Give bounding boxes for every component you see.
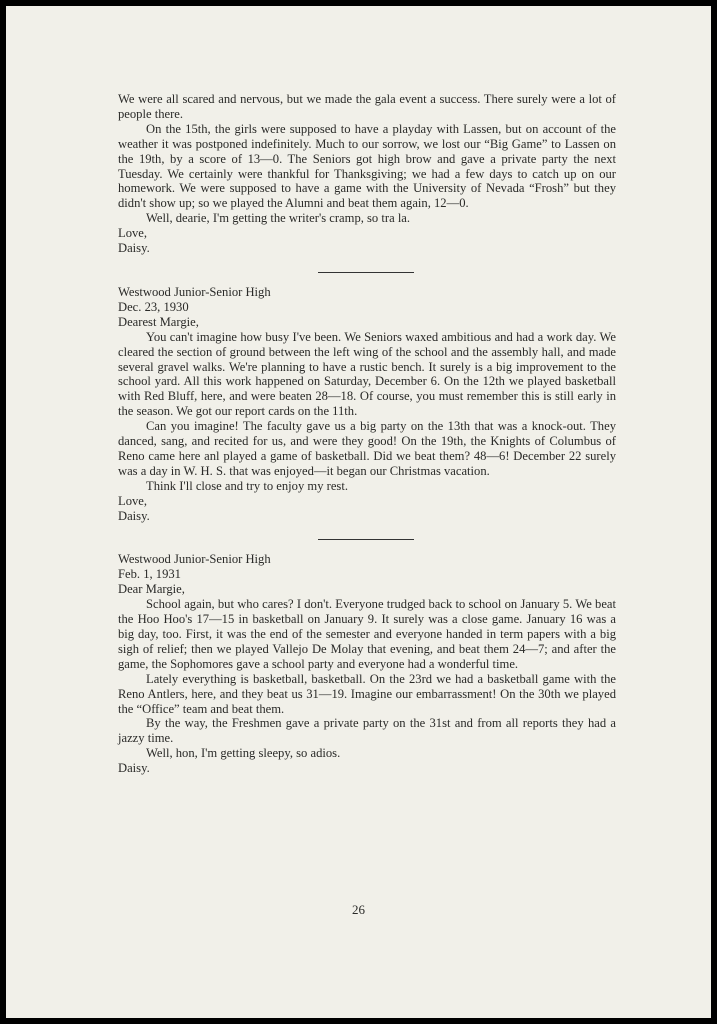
page-number: 26 [352,902,365,917]
letter-2-paragraph: Think I'll close and try to enjoy my rest. [146,478,348,493]
letter-1 [118,92,616,256]
letter-2-date: Dec. 23, 1930 [118,299,189,314]
letter-2-paragraph: Can you imagine! The faculty gave us a big party on the 13th that was a knock-out. They danced, sang, and recited for us, and were they good! On the 19th, the Knights of Columbus of Reno came here anl played a game of basketball. Did we beat them? 48—6! December 22 surely was a day in W. H. S. that was enjoyed—it began our Christmas vacation. [118,419,616,478]
letter-2-school: Westwood Junior-Senior High [118,284,271,299]
letter-1-paragraph: Well, dearie, I'm getting the writer's cramp, so tra la. [146,211,411,226]
letter-1-signature: Daisy. [118,241,150,256]
letter-2 [118,285,616,524]
letter-1-paragraph: On the 15th, the girls were supposed to have a playday with Lassen, but on account of the weather it was postponed indefinitely. Much to our sorrow, we lost our “Big Game” to Lassen on the 19th, by a score of 13—0. The Seniors got high brow and gave a private party the next Tuesday. We certainly were thankful for Thanksgiving; we had a few days to catch up on our homework. We were supposed to have a game with the University of Nevada “Frosh” but they didn't show up; so we played the Alumni and beat them again, 12—0. [118,121,616,211]
letter-3-paragraph: School again, but who cares? I don't. Everyone trudged back to school on January 5. We beat the Hoo Hoo's 17—15 in basketball on January 9. It surely was a close game. January 16 was a big day, too. First, it was the end of the semester and everyone handed in term papers with a big sigh of relief; then we played Vallejo De Molay that evening, and beat them 24—7; and after the game, the Sophomores gave a school party and everyone had a wonderful time. [118,597,616,671]
letter-3-paragraph: Well, hon, I'm getting sleepy, so adios. [146,746,341,761]
letter-3 [118,552,616,776]
letter-1-paragraph: We were all scared and nervous, but we made the gala event a success. There surely were a lot of people there. [118,92,616,121]
section-divider [318,272,414,273]
letter-3-date: Feb. 1, 1931 [118,567,181,582]
page-text [118,92,616,776]
section-divider [318,539,414,540]
page-sheet [6,6,711,1018]
letter-2-signature: Daisy. [118,508,150,523]
letter-2-paragraph: You can't imagine how busy I've been. We Seniors waxed ambitious and had a work day. We cleared the section of ground between the left wing of the school and the assembly hall, and made several gravel walks. We're planning to have a rustic bench. It surely is a big improvement to the school yard. All this work happened on Saturday, December 6. On the 12th we played basketball with Red Bluff, here, and were beaten 28—18. Of course, you must remember this is still early in the season. We got our report cards on the 11th. [118,329,616,419]
letter-3-salutation: Dear Margie, [118,582,185,597]
letter-3-paragraph: By the way, the Freshmen gave a private party on the 31st and from all reports they had a jazzy time. [118,716,616,746]
letter-1-closing: Love, [118,226,148,241]
letter-3-school: Westwood Junior-Senior High [118,552,271,567]
letter-2-closing: Love, [118,493,148,508]
letter-3-signature: Daisy. [118,761,150,776]
letter-2-salutation: Dearest Margie, [118,314,199,329]
letter-3-paragraph: Lately everything is basketball, basketball. On the 23rd we had a basketball game with the Reno Antlers, here, and they beat us 31—19. Imagine our embarrassment! On the 30th we played the “Office” team and beat them. [118,671,616,716]
